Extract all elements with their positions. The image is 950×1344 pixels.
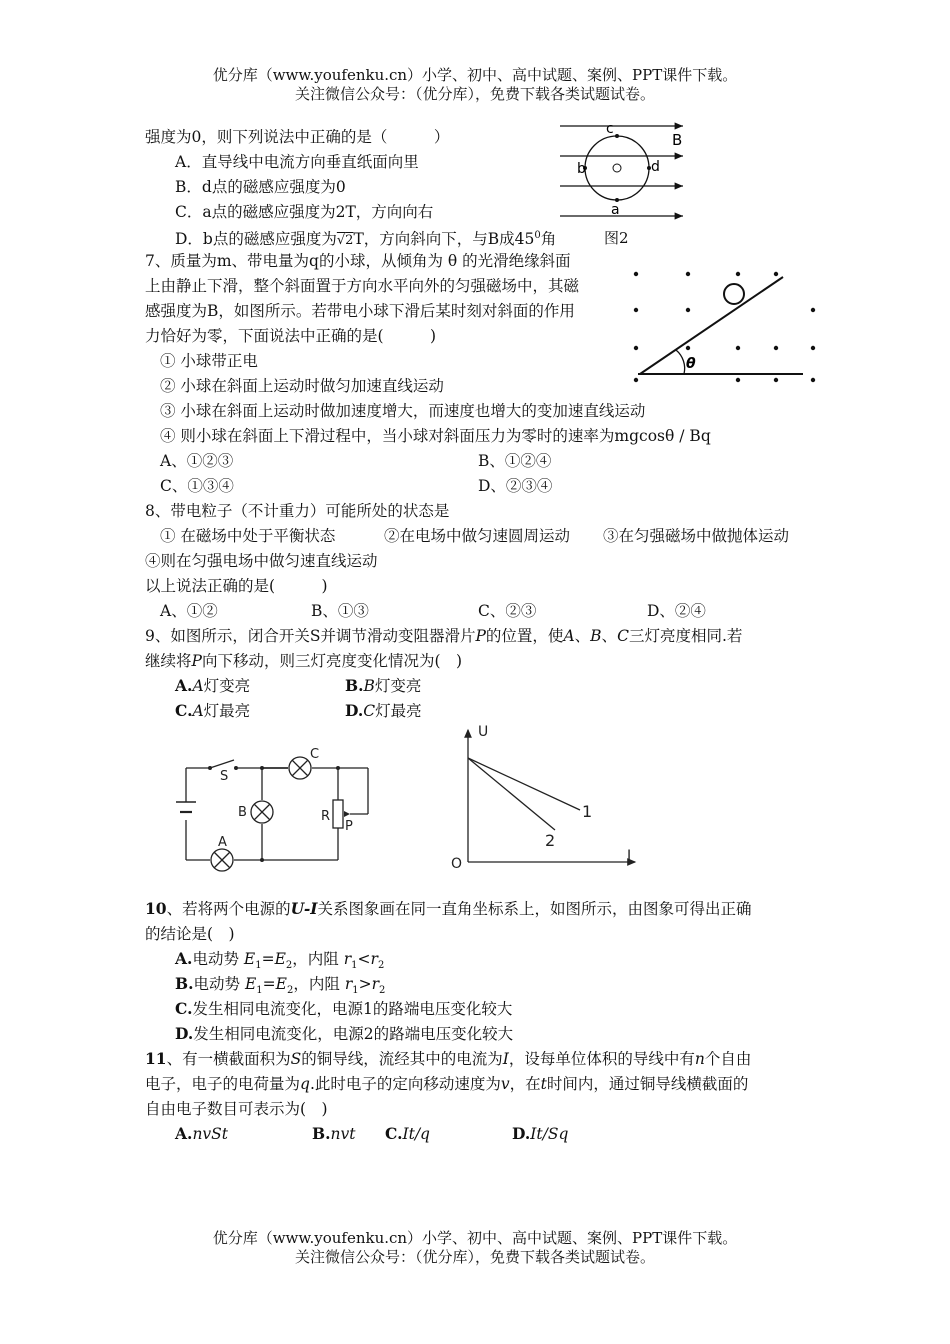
label-S: S: [220, 769, 229, 784]
q11-line1: 11、有一横截面积为S的铜导线，流经其中的电流为I，设每单位体积的导线中有n个自由: [145, 1049, 752, 1068]
label-A: A: [218, 835, 227, 850]
q9-option-b: B.B灯变亮: [345, 676, 422, 695]
q8-option-a: A、①②: [160, 602, 218, 620]
q7-option-c: C、①③④: [160, 477, 234, 495]
junction-dot: [260, 858, 264, 862]
rheostat: [333, 800, 343, 828]
q9-line1: 9、如图所示，闭合开关S并调节滑动变阻器滑片P的位置，使A、B、C三灯亮度相同.若: [145, 627, 743, 645]
q9-option-d: D.C灯最亮: [345, 701, 422, 720]
q11-option-a: A.nvSt: [175, 1124, 229, 1143]
ui-graph: [445, 722, 645, 874]
q11-line2: 电子，电子的电荷量为q.此时电子的定向移动速度为v，在t时间内，通过铜导线横截面的: [145, 1075, 749, 1093]
q10-option-b: B.电动势 $E_1=E_2$，内阻 $r_1>r_2$: [175, 974, 386, 997]
q8-statement-1: ① 在磁场中处于平衡状态: [160, 527, 336, 545]
q6-stem: 强度为0，则下列说法中正确的是（ ）: [145, 128, 450, 146]
q7-option-b: B、①②④: [478, 452, 552, 470]
q11-option-b: B.nvt: [312, 1124, 356, 1143]
page-header-line1: 优分库（www.youfenku.cn）小学、初中、高中试题、案例、PPT课件下载。: [212, 66, 738, 84]
field-dots: [634, 272, 815, 382]
line-label-1: 1: [582, 802, 593, 821]
label-B: B: [672, 131, 683, 149]
q10-option-d: D.发生相同电流变化，电源2的路端电压变化较大: [175, 1024, 514, 1043]
q7-line3: 感强度为B，如图所示。若带电小球下滑后某时刻对斜面的作用: [145, 302, 575, 320]
junction-dot: [336, 766, 340, 770]
q8-option-c: C、②③: [478, 602, 537, 620]
q6-option-b: B．d点的磁感应强度为0: [175, 178, 346, 196]
line-label-2: 2: [545, 831, 556, 850]
q8-conclusion: 以上说法正确的是( ): [145, 577, 328, 595]
field-circle: [585, 136, 649, 200]
label-c: c: [606, 121, 614, 137]
theta-label: θ: [686, 356, 696, 372]
page-footer-line1: 优分库（www.youfenku.cn）小学、初中、高中试题、案例、PPT课件下载。: [212, 1229, 738, 1247]
source-line-1: [468, 758, 580, 810]
page-footer-line2: 关注微信公众号：（优分库），免费下载各类试题试卷。: [294, 1248, 655, 1266]
q7-line2: 上由静止下滑，整个斜面置于方向水平向外的匀强磁场中，其磁: [145, 277, 580, 295]
q11-option-d: D.It/Sq: [512, 1124, 569, 1143]
ball: [724, 284, 744, 304]
q11-line3: 自由电子数目可表示为( ): [145, 1100, 328, 1118]
q7-statement-2: ② 小球在斜面上运动时做匀加速直线运动: [160, 377, 444, 395]
label-d: d: [651, 159, 660, 175]
label-a: a: [611, 202, 620, 218]
label-C: C: [310, 747, 320, 762]
point-c: [615, 134, 619, 138]
q8-statement-2: ②在电场中做匀速圆周运动: [384, 527, 571, 545]
q8-stem: 8、带电粒子（不计重力）可能所处的状态是: [145, 502, 450, 520]
label-R: R: [321, 809, 331, 824]
q6-option-a: A．直导线中电流方向垂直纸面向里: [175, 153, 419, 171]
q10-option-a: A.电动势 $E_1=E_2$，内阻 $r_1<r_2$: [175, 949, 385, 972]
q10-line1: 10、若将两个电源的U-I关系图象画在同一直角坐标系上，如图所示，由图象可得出正确: [145, 899, 752, 918]
axis-label-U: U: [478, 724, 489, 740]
q9-option-a: A.A灯变亮: [175, 676, 251, 695]
switch-contact: [208, 766, 212, 770]
page-header-line2: 关注微信公众号：（优分库），免费下载各类试题试卷。: [294, 85, 655, 103]
q8-statement-4: ④则在匀强电场中做匀速直线运动: [145, 552, 378, 570]
q9-circuit: [170, 740, 385, 880]
label-P: P: [345, 819, 353, 834]
q6-option-d: D．b点的磁感应强度为√2T，方向斜向下，与B成$45^0$角: [175, 230, 557, 249]
q8-statement-3: ③在匀强磁场中做抛体运动: [603, 527, 790, 545]
q6-option-c: C．a点的磁感应强度为2T，方向向右: [175, 203, 434, 221]
wire-marker: [613, 164, 621, 172]
q7-statement-3: ③ 小球在斜面上运动时做加速度增大，而速度也增大的变加速直线运动: [160, 402, 646, 420]
figure-caption: 图2: [604, 229, 629, 247]
q7-line1: 7、质量为m、带电量为q的小球，从倾角为 θ 的光滑绝缘斜面: [145, 252, 571, 270]
q10-option-c: C.发生相同电流变化，电源1的路端电压变化较大: [175, 999, 513, 1018]
junction-dot: [260, 766, 264, 770]
angle-arc: [676, 350, 685, 374]
switch-contact: [234, 766, 238, 770]
q8-option-d: D、②④: [647, 602, 706, 620]
q9-option-c: C.A灯最亮: [175, 701, 251, 720]
source-line-2: [468, 758, 555, 830]
q7-statement-4: ④ 则小球在斜面上下滑过程中，当小球对斜面压力为零时的速率为mgcosθ / Bq: [160, 427, 711, 445]
origin-label: O: [451, 856, 463, 872]
incline-line: [640, 277, 783, 374]
q10-line2: 的结论是( ): [145, 925, 235, 943]
q7-line4: 力恰好为零，下面说法中正确的是( ): [145, 327, 437, 345]
label-b: b: [577, 161, 586, 177]
axis-label-I: I: [627, 848, 632, 864]
q9-line2: 继续将P向下移动，则三灯亮度变化情况为( ): [145, 652, 463, 670]
label-B: B: [238, 805, 247, 820]
q7-statement-1: ① 小球带正电: [160, 352, 258, 370]
q7-option-d: D、②③④: [478, 477, 553, 495]
q7-option-a: A、①②③: [160, 452, 234, 470]
q7-figure: [628, 262, 818, 392]
q8-option-b: B、①③: [311, 602, 369, 620]
q11-option-c: C.It/q: [385, 1124, 430, 1143]
slider-arrow: [344, 811, 350, 817]
